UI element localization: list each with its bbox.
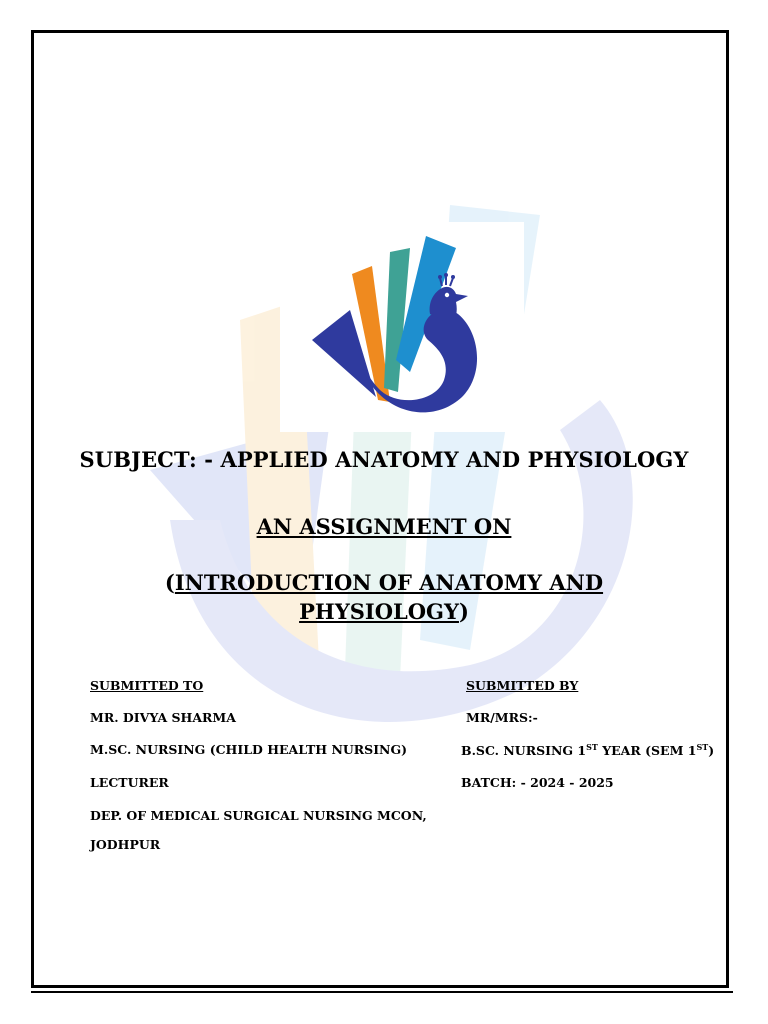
submitted-to-city: JODHPUR bbox=[90, 837, 161, 852]
topic-close-paren: ) bbox=[458, 599, 469, 624]
topic-title bbox=[0, 568, 768, 626]
assignment-heading: AN ASSIGNMENT ON bbox=[256, 514, 512, 539]
topic-line-2: PHYSIOLOGY bbox=[299, 599, 459, 624]
logo-container bbox=[280, 222, 524, 432]
submitted-to-name: MR. DIVYA SHARMA bbox=[90, 710, 236, 725]
course-sup-2: ST bbox=[696, 742, 709, 752]
peacock-logo-icon bbox=[280, 222, 524, 432]
topic-open-paren: ( bbox=[164, 570, 175, 595]
submitted-by-batch: BATCH: - 2024 - 2025 bbox=[461, 775, 614, 790]
topic-line-1: INTRODUCTION OF ANATOMY AND bbox=[174, 570, 604, 595]
submitted-to-qualification: M.SC. NURSING (CHILD HEALTH NURSING) bbox=[90, 742, 408, 757]
page-border-double-line bbox=[31, 991, 733, 993]
subject-title: SUBJECT: - APPLIED ANATOMY AND PHYSIOLOGY bbox=[79, 447, 689, 472]
submitted-by-heading: SUBMITTED BY bbox=[466, 678, 579, 693]
submitted-to-department: DEP. OF MEDICAL SURGICAL NURSING MCON, bbox=[90, 808, 427, 823]
submitted-by-name: MR/MRS:- bbox=[466, 710, 538, 725]
submitted-to-heading: SUBMITTED TO bbox=[90, 678, 204, 693]
course-text-3: ) bbox=[708, 743, 715, 759]
course-text-1: B.SC. NURSING 1 bbox=[461, 743, 587, 759]
submitted-by-course bbox=[461, 742, 714, 758]
submitted-to-designation: LECTURER bbox=[90, 775, 169, 790]
course-sup-1: ST bbox=[586, 742, 598, 752]
course-text-2: YEAR (SEM 1 bbox=[597, 743, 697, 759]
